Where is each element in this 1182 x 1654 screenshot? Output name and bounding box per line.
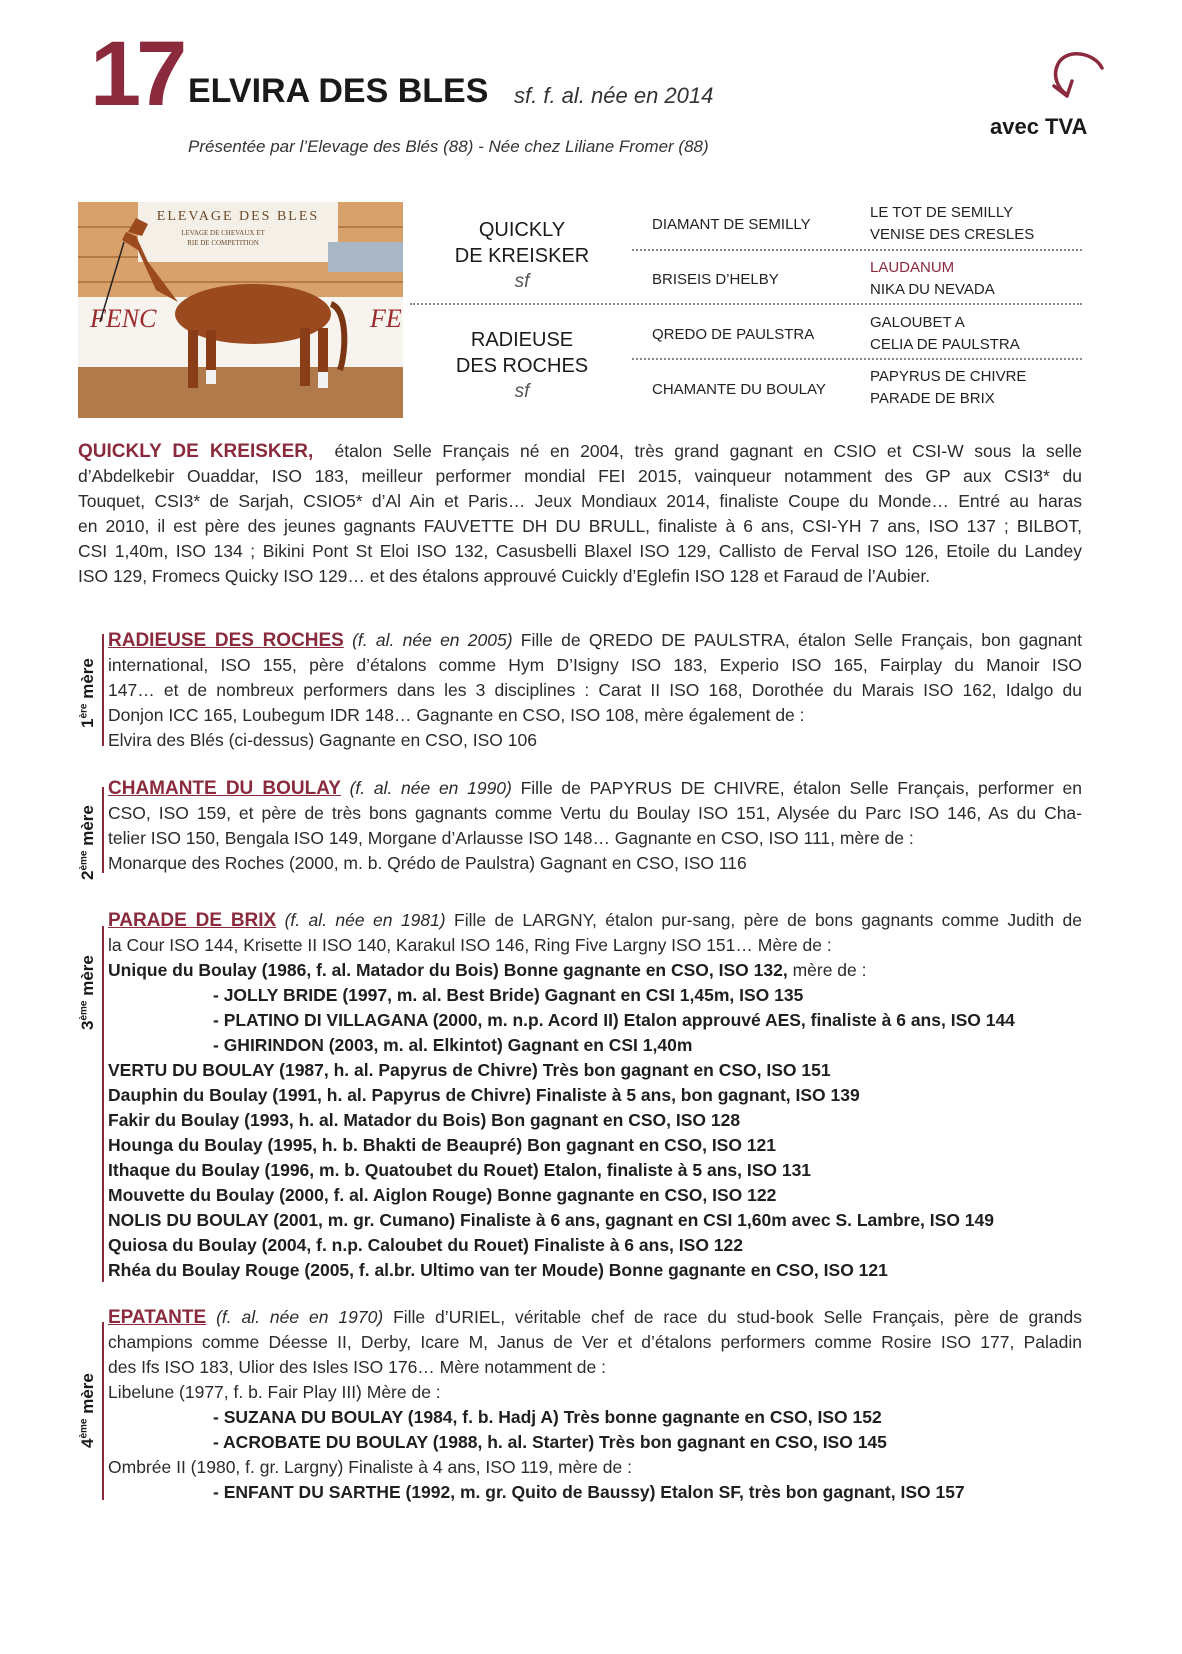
pedigree-ancestor: PAPYRUS DE CHIVRE [870, 368, 1027, 385]
photo-banner-sub2: RIE DE COMPETITION [187, 239, 259, 247]
gen2-description: CHAMANTE DU BOULAY (f. al. née en 1990) Fille de PAPYRUS DE CHIVRE, étalon Selle Français, performer en CSO, ISO 159, et père de très bons gagnants comme Vertu du Boulay ISO 151, Alysée du Parc ISO 146, As du Cha- telier ISO 150, Bengala ISO 149, Morgane d’Arlausse ISO 148… Gagnante en CSO, ISO 111, mère de : Monarque des Roches (2000, m. b. Qrédo de Paulstra) Gagnant en CSO, ISO 116 [108, 778, 1082, 873]
gen4-description: EPATANTE (f. al. née en 1970) Fille d’URIEL, véritable chef de race du stud-book Selle Français, père de grands champions comme Déesse II, Derby, Icare M, Janus de Ver et d’étalons performers comme Rosire ISO 177, Paladin des Ifs ISO 183, Ulior des Isles ISO 176… Mère notamment de : Libelune (1977, f. b. Fair Play III) Mère de : - SUZANA DU BOULAY (1984, f. b. Hadj A) Très bonne gagnante en CSO, ISO 152 - ACROBATE DU BOULAY (1988, h. al. Starter) Très bon gagnant en CSO, ISO 145 Ombrée II (1980, f. gr. Largny) Finaliste à 4 ans, ISO 119, mère de : - ENFANT DU SARTHE (1992, m. gr. Quito de Baussy) Etalon SF, très bon gagnant, ISO 157 [108, 1305, 1082, 1505]
gen1-bar [102, 634, 104, 746]
pedigree-ancestor: LE TOT DE SEMILLY [870, 204, 1014, 221]
gen3-offspring: VERTU DU BOULAY (1987, h. al. Papyrus de Chivre) Très bon gagnant en CSO, ISO 151 [108, 1060, 831, 1080]
pedigree-dam-dam: CHAMANTE DU BOULAY [652, 381, 826, 398]
photo-banner-sub1: LEVAGE DE CHEVAUX ET [181, 229, 265, 237]
photo-banner-title: ELEVAGE DES BLES [156, 209, 320, 224]
pedigree-ancestor: PARADE DE BRIX [870, 390, 995, 407]
gen3-sub-offspring: - JOLLY BRIDE (1997, m. al. Best Bride) Gagnant en CSI 1,45m, ISO 135 [213, 985, 804, 1005]
gen3-sub-offspring: - GHIRINDON (2003, m. al. Elkintot) Gagnant en CSI 1,40m [213, 1035, 693, 1055]
gen3-dam-name: PARADE DE BRIX [108, 910, 277, 931]
gen3-offspring: Hounga du Boulay (1995, h. b. Bhakti de Beaupré) Bon gagnant en CSO, ISO 121 [108, 1135, 777, 1155]
pedigree-ancestor: VENISE DES CRESLES [870, 226, 1035, 243]
horse-name: ELVIRA DES BLES [188, 72, 489, 110]
presented-by: Présentée par l’Elevage des Blés (88) - Née chez Liliane Fromer (88) [188, 137, 709, 156]
gen1-dam-name: RADIEUSE DES ROCHES [108, 630, 344, 651]
gen3-offspring: Ithaque du Boulay (1996, m. b. Quatoubet du Rouet) Etalon, finaliste à 5 ans, ISO 131 [108, 1160, 812, 1180]
pedigree-sire-dam: BRISEIS D’HELBY [652, 271, 779, 288]
gen4-sub-offspring: - ACROBATE DU BOULAY (1988, h. al. Starter) Très bon gagnant en CSO, ISO 145 [213, 1432, 887, 1452]
pedigree-ancestor: CELIA DE PAULSTRA [870, 336, 1020, 353]
photo-sign-left: FENC [90, 304, 157, 333]
pedigree-ancestor: GALOUBET A [870, 314, 965, 331]
gen3-offspring: Fakir du Boulay (1993, h. al. Matador du Bois) Bon gagnant en CSO, ISO 128 [108, 1110, 741, 1130]
pedigree-ancestor-highlight: LAUDANUM [870, 259, 955, 276]
vat-label: avec TVA [990, 114, 1088, 139]
pedigree-ancestor: NIKA DU NEVADA [870, 281, 995, 298]
pedigree-dam: RADIEUSE DES ROCHES sf [455, 329, 589, 402]
gen2-bar [102, 787, 104, 873]
gen3-offspring: Mouvette du Boulay (2000, f. al. Aiglon Rouge) Bonne gagnante en CSO, ISO 122 [108, 1185, 777, 1205]
pedigree-divider [632, 358, 1082, 360]
curved-arrow-icon [1040, 46, 1120, 106]
gen3-offspring: Rhéa du Boulay Rouge (2005, f. al.br. Ultimo van ter Moude) Bonne gagnante en CSO, ISO 121 [108, 1260, 888, 1280]
gen4-bar [102, 1322, 104, 1500]
sire-description: QUICKLY DE KREISKER, étalon Selle Français né en 2004, très grand gagnant en CSIO et CSI-W sous la selle d’Abdelkebir Ouaddar, ISO 183, meilleur performer mondial FEI 2015, vainqueur notamment des GP aux CSI3* du Touquet, CSI3* de Sarjah, CSIO5* d’Al Ain et Paris… Jeux Mondiaux 2014, finaliste Coupe du Monde… Entré au haras en 2010, il est père des jeunes gagnants FAUVETTE DH DU BRULL, finaliste à 6 ans, CSI-YH 7 ans, ISO 137 ; BILBOT, CSI 1,40m, ISO 134 ; Bikini Pont St Eloi ISO 132, Casusbelli Blaxel ISO 129, Callisto de Ferval ISO 126, Etoile du Landey ISO 129, Fromecs Quicky ISO 129… et des étalons approuvé Cuickly d’Eglefin ISO 128 et Faraud de l’Aubier. [78, 441, 1082, 586]
gen4-sub-offspring: - SUZANA DU BOULAY (1984, f. b. Hadj A) Très bonne gagnante en CSO, ISO 152 [213, 1407, 882, 1427]
gen3-sub-offspring: - PLATINO DI VILLAGANA (2000, m. n.p. Acord II) Etalon approuvé AES, finaliste à 6 ans, ISO 144 [213, 1010, 1015, 1030]
pedigree-divider [410, 303, 1082, 305]
gen4-label: 4ème mère [78, 1373, 97, 1448]
photo-sign-right: FE [370, 304, 402, 333]
gen3-offspring: Quiosa du Boulay (2004, f. n.p. Caloubet du Rouet) Finaliste à 6 ans, ISO 122 [108, 1235, 743, 1255]
lot-number: 17 [90, 23, 183, 125]
gen3-offspring: NOLIS DU BOULAY (2001, m. gr. Cumano) Finaliste à 6 ans, gagnant en CSI 1,60m avec S. Lambre, ISO 149 [108, 1210, 994, 1230]
gen3-label: 3ème mère [78, 955, 97, 1030]
sire-name: QUICKLY DE KREISKER, [78, 441, 314, 462]
gen2-label: 2ème mère [78, 805, 97, 880]
pedigree-dam-sire: QREDO DE PAULSTRA [652, 326, 815, 343]
pedigree-divider [632, 249, 1082, 251]
gen4-sub-offspring: - ENFANT DU SARTHE (1992, m. gr. Quito de Baussy) Etalon SF, très bon gagnant, ISO 157 [213, 1482, 965, 1502]
pedigree-sire-sire: DIAMANT DE SEMILLY [652, 216, 811, 233]
pedigree-sire: QUICKLY DE KREISKER sf [454, 219, 590, 292]
gen3-offspring: Dauphin du Boulay (1991, h. al. Papyrus de Chivre) Finaliste à 5 ans, bon gagnant, ISO 139 [108, 1085, 860, 1105]
gen3-description: PARADE DE BRIX (f. al. née en 1981) Fille de LARGNY, étalon pur-sang, père de bons gagnants comme Judith de la Cour ISO 144, Krisette II ISO 140, Karakul ISO 146, Ring Five Largny ISO 151… Mère de : Unique du Boulay (1986, f. al. Matador du Bois) Bonne gagnante en CSO, ISO 132, mère de : - JOLLY BRIDE (1997, m. al. Best Bride) Gagnant en CSI 1,45m, ISO 135 - PLATINO DI VILLAGANA (2000, m. n.p. Acord II) Etalon approuvé AES, finaliste à 6 ans, ISO 144 - GHIRINDON (2003, m. al. Elkintot) Gagnant en CSI 1,40m VERTU DU BOULAY (1987, h. al. Papyrus de Chivre) Très bon gagnant en CSO, ISO 151 Dauphin du Boulay (1991, h. al. Papyrus de Chivre) Finaliste à 5 ans, bon gagnant, ISO 139 Fakir du Boulay (1993, h. al. Matador du Bois) Bon gagnant en CSO, ISO 128 Hounga du Boulay (1995, h. b. Bhakti de Beaupré) Bon gagnant en CSO, ISO 121 Ithaque du Boulay (1996, m. b. Quatoubet du Rouet) Etalon, finaliste à 5 ans, ISO 131 Mouvette du Boulay (2000, f. al. Aiglon Rouge) Bonne gagnante en CSO, ISO 122 NOLIS DU BOULAY (2001, m. gr. Cumano) Finaliste à 6 ans, gagnant en CSI 1,60m avec S. Lambre, ISO 149 Quiosa du Boulay (2004, f. n.p. Caloubet du Rouet) Finaliste à 6 ans, ISO 122 Rhéa du Boulay Rouge (2005, f. al.br. Ultimo van ter Moude) Bonne gagnante en CSO, ISO 121 [108, 908, 1082, 1283]
gen1-label: 1ère mère [78, 658, 97, 728]
horse-photo [78, 202, 403, 418]
gen2-dam-name: CHAMANTE DU BOULAY [108, 778, 341, 799]
gen3-bar [102, 926, 104, 1282]
gen4-dam-name: EPATANTE [108, 1307, 207, 1328]
horse-subtitle: sf. f. al. née en 2014 [514, 83, 714, 108]
gen1-description: RADIEUSE DES ROCHES (f. al. née en 2005) Fille de QREDO DE PAULSTRA, étalon Selle Français, bon gagnant international, ISO 155, père d’étalons comme Hym D’Isigny ISO 183, Experio ISO 165, Fairplay du Manoir ISO 147… et de nombreux performers dans les 3 disciplines : Carat II ISO 168, Dorothée du Marais ISO 162, Idalgo du Donjon ICC 165, Loubegum IDR 148… Gagnante en CSO, ISO 108, mère également de : Elvira des Blés (ci-dessus) Gagnante en CSO, ISO 106 [108, 630, 1082, 750]
